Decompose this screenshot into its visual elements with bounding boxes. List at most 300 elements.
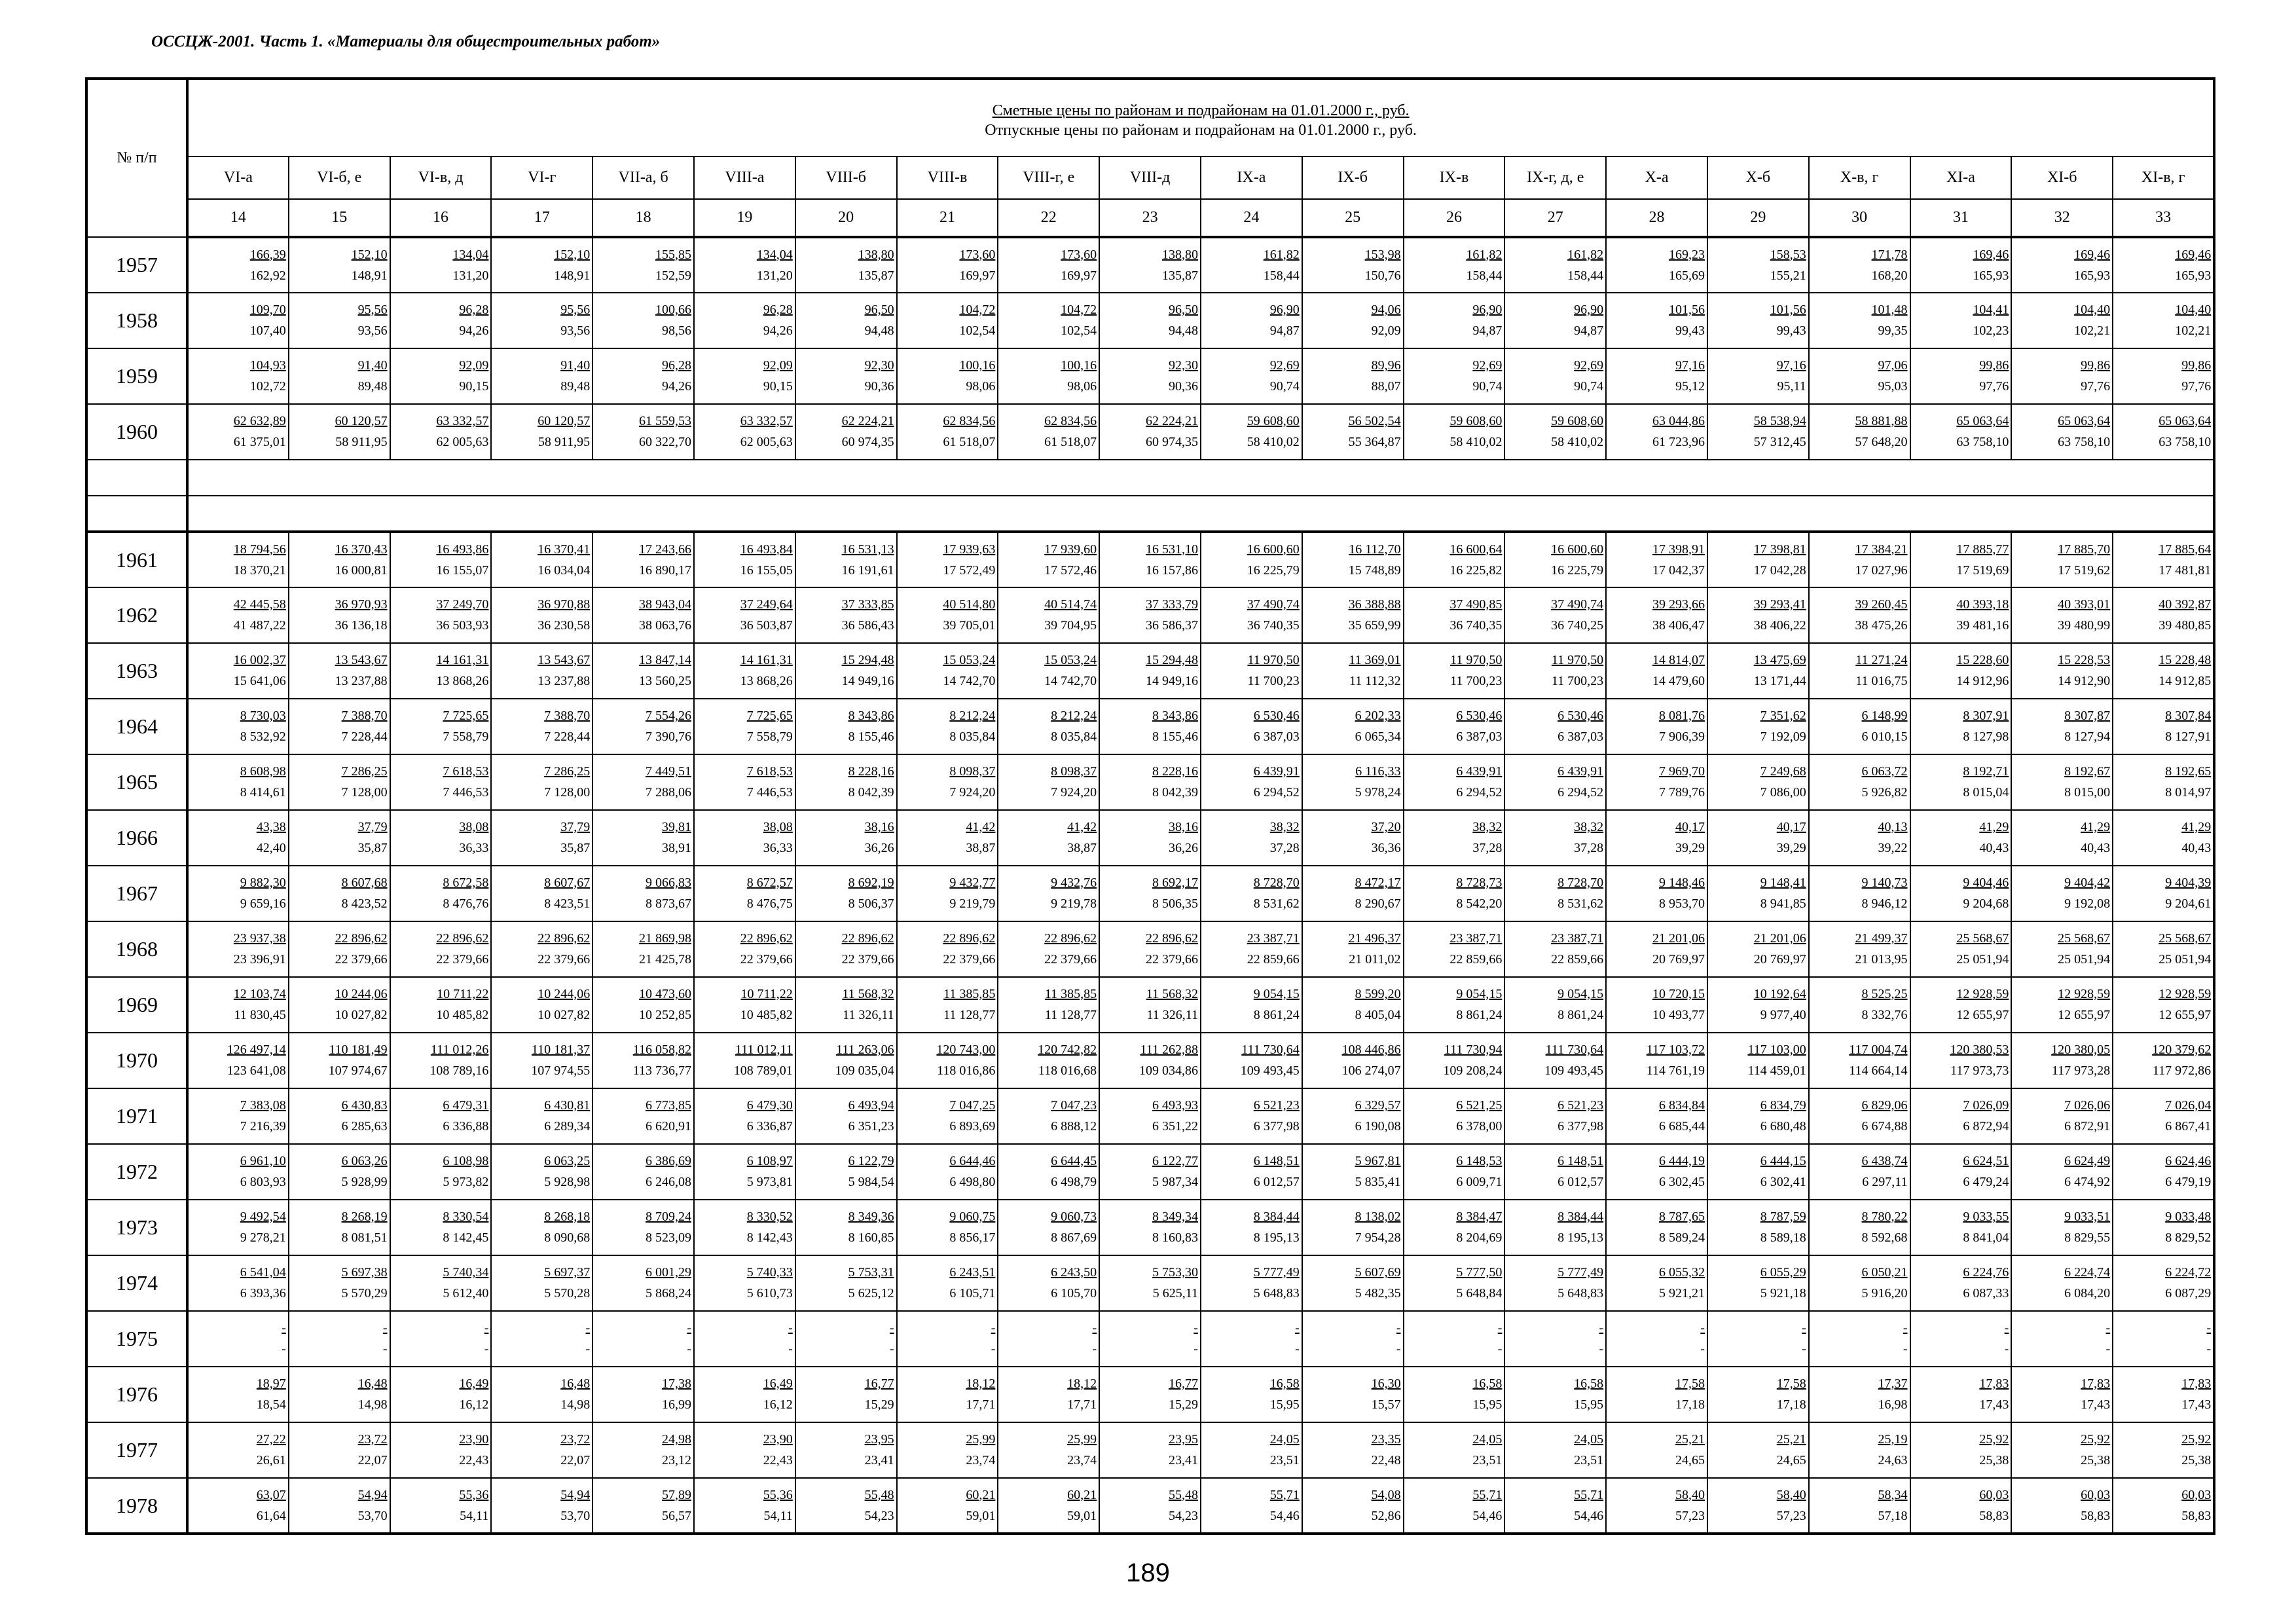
price-cell [1809,1144,1910,1200]
price-cell [1809,532,1910,587]
column-number: 14 [187,199,289,237]
release-price: 14 742,70 [1044,674,1097,688]
release-price: 148,91 [351,268,388,283]
estimate-price: 39,81 [661,820,691,834]
row-number: 1959 [86,348,187,404]
price-cell [1302,532,1404,587]
estimate-price: 8 212,24 [949,709,996,723]
release-price: 56,57 [661,1508,691,1523]
price-cell [1404,699,1505,754]
price-cell [1504,237,1606,293]
estimate-price: 22 896,62 [841,931,894,946]
release-price: 8 015,04 [1963,785,2009,800]
row-number: 1971 [86,1088,187,1144]
estimate-price: 16,58 [1574,1376,1604,1391]
estimate-price: 6 439,91 [1253,764,1300,779]
price-cell [897,1478,998,1534]
estimate-price: 9 404,46 [1963,876,2009,890]
price-cell [795,1367,897,1422]
price-table [85,77,2215,1535]
price-cell [1809,754,1910,810]
release-price: 123 641,08 [227,1063,286,1078]
price-cell [1606,977,1707,1033]
estimate-price: 38,16 [864,820,894,834]
price-cell [2113,348,2214,404]
estimate-price: 58,34 [1878,1487,1908,1502]
estimate-price: 54,94 [560,1487,591,1502]
release-price: 8 290,67 [1355,896,1401,911]
estimate-price: 5 697,37 [544,1265,591,1280]
release-price: 11 700,23 [1247,674,1300,688]
estimate-price: 21 499,37 [1855,931,1908,946]
column-header: X-а [1606,157,1707,199]
estimate-price: 11 568,32 [842,987,894,1001]
release-price: 62 005,63 [436,435,489,449]
release-price: 8 861,24 [1253,1008,1300,1022]
price-cell [897,532,998,587]
estimate-price: 60,21 [1067,1487,1097,1502]
estimate-price: 8 192,65 [2165,764,2212,779]
price-cell [998,404,1099,460]
release-price: 40,43 [2081,841,2111,855]
release-price: 26,61 [256,1453,286,1467]
estimate-price: 92,30 [1168,358,1198,373]
estimate-price: 6 430,81 [544,1098,591,1113]
release-price: 94,87 [1269,323,1300,338]
estimate-price: - [1497,1321,1503,1335]
estimate-price: 16 002,37 [233,653,286,667]
price-cell [187,587,289,643]
price-cell [2011,1033,2113,1088]
estimate-price: 15 228,48 [2159,653,2212,667]
price-cell [1404,921,1505,977]
release-price: 5 984,54 [848,1175,894,1189]
estimate-price: 38,32 [1269,820,1300,834]
estimate-price: 38,08 [763,820,793,834]
price-cell [1707,1367,1809,1422]
estimate-price: 16 600,60 [1551,542,1604,557]
release-price: 6 190,08 [1355,1119,1401,1134]
release-price: 13 171,44 [1753,674,1806,688]
price-cell [187,532,289,587]
estimate-price: 23 387,71 [1551,931,1604,946]
release-price: 5 928,99 [341,1175,388,1189]
release-price: - [1497,1342,1503,1356]
price-cell [1606,532,1707,587]
release-price: 16 034,04 [538,563,591,578]
release-price: 6 620,91 [645,1119,691,1134]
estimate-price: 6 148,99 [1861,709,1908,723]
release-price: 8 155,46 [848,729,894,744]
release-price: 98,06 [1067,379,1097,394]
release-price: 6 498,79 [1051,1175,1097,1189]
estimate-price: 8 607,68 [341,876,388,890]
price-cell [1504,587,1606,643]
price-cell [1504,1311,1606,1367]
price-cell [998,1367,1099,1422]
estimate-price: 62 632,89 [233,414,286,428]
price-cell [187,754,289,810]
release-price: 158,44 [1466,268,1503,283]
price-cell [491,866,592,921]
estimate-price: 16 531,10 [1145,542,1198,557]
estimate-price: - [2105,1321,2111,1335]
estimate-price: 6 108,97 [746,1154,793,1168]
price-cell [1404,237,1505,293]
price-cell [1910,1478,2012,1534]
estimate-price: - [1396,1321,1401,1335]
release-price: 6 105,70 [1051,1286,1097,1301]
column-number: 28 [1606,199,1707,237]
price-cell [795,237,897,293]
release-price: 22 379,66 [436,952,489,967]
release-price: 57,23 [1776,1508,1806,1523]
release-price: 8 405,04 [1355,1008,1401,1022]
row-number: 1958 [86,293,187,348]
release-price: 8 873,67 [645,896,691,911]
release-price: 135,87 [1161,268,1198,283]
release-price: 15,95 [1472,1397,1503,1412]
estimate-price: 8 081,76 [1658,709,1705,723]
release-price: 16 225,79 [1551,563,1604,578]
estimate-price: 40 393,18 [1956,597,2009,612]
estimate-price: 6 050,21 [1861,1265,1908,1280]
release-price: 8 204,69 [1456,1230,1503,1245]
column-number: 27 [1504,199,1606,237]
estimate-price: 7 969,70 [1658,764,1705,779]
column-header: XI-б [2011,157,2113,199]
estimate-price: 14 161,31 [740,653,793,667]
release-price: 6 294,52 [1253,785,1300,800]
estimate-price: 5 753,31 [848,1265,894,1280]
price-cell [694,293,795,348]
release-price: 58,83 [1979,1508,2009,1523]
release-price: 5 916,20 [1861,1286,1908,1301]
estimate-price: 6 493,93 [1152,1098,1198,1113]
estimate-price: - [585,1321,591,1335]
price-cell [390,1255,492,1311]
price-cell [795,754,897,810]
release-price: 8 042,39 [848,785,894,800]
price-cell [491,810,592,866]
price-cell [1707,866,1809,921]
estimate-price: 152,10 [554,247,591,262]
row-number: 1957 [86,237,187,293]
release-price: 17 519,62 [2058,563,2111,578]
estimate-price: 161,82 [1567,247,1604,262]
release-price: 22 379,66 [740,952,793,967]
estimate-price: 6 541,04 [240,1265,286,1280]
price-cell [1809,810,1910,866]
estimate-price: 8 212,24 [1051,709,1097,723]
estimate-price: - [2206,1321,2212,1335]
price-cell [2113,1033,2214,1088]
release-price: 16,12 [459,1397,489,1412]
release-price: 22,43 [459,1453,489,1467]
release-price: 23,51 [1472,1453,1503,1467]
price-cell [1302,237,1404,293]
release-price: 5 926,82 [1861,785,1908,800]
estimate-price: 10 244,06 [335,987,388,1001]
release-price: 13 868,26 [436,674,489,688]
price-cell [694,1088,795,1144]
price-cell [795,1144,897,1200]
price-cell [187,699,289,754]
release-price: 36 136,18 [335,618,388,633]
price-cell [795,1311,897,1367]
estimate-price: 111 262,88 [1140,1043,1198,1057]
price-cell [1504,1200,1606,1255]
price-cell [1809,1367,1910,1422]
price-cell [2011,754,2113,810]
estimate-price: 9 404,39 [2165,876,2212,890]
price-cell [795,643,897,699]
estimate-price: 7 351,62 [1760,709,1806,723]
release-price: 23,41 [864,1453,894,1467]
release-price: 59,01 [1067,1508,1097,1523]
estimate-price: 43,38 [256,820,286,834]
row-number: 1963 [86,643,187,699]
estimate-price: 39 293,41 [1753,597,1806,612]
price-cell [1606,1144,1707,1200]
release-price: 22 379,66 [335,952,388,967]
estimate-price: - [1599,1321,1604,1335]
release-price: 7 192,09 [1760,729,1806,744]
estimate-price: 6 530,46 [1456,709,1503,723]
release-price: 38 406,47 [1652,618,1705,633]
price-cell [795,293,897,348]
release-price: 35,87 [357,841,388,855]
price-cell [1302,754,1404,810]
release-price: 6 294,52 [1558,785,1604,800]
estimate-price: 6 479,30 [746,1098,793,1113]
estimate-price: 39 293,66 [1652,597,1705,612]
release-price: 6 351,23 [848,1119,894,1134]
price-cell [2113,1255,2214,1311]
release-price: 102,21 [2175,323,2212,338]
price-cell [694,699,795,754]
release-price: - [1295,1342,1300,1356]
release-price: 36 740,25 [1551,618,1604,633]
release-price: 22 859,66 [1551,952,1604,967]
estimate-price: 7 618,53 [746,764,793,779]
estimate-price: 7 725,65 [443,709,489,723]
release-price: - [484,1342,489,1356]
release-price: 7 128,00 [544,785,591,800]
estimate-price: 110 181,37 [531,1043,591,1057]
release-price: 107,40 [249,323,286,338]
price-cell [1809,1200,1910,1255]
price-cell [1809,348,1910,404]
price-cell [2011,643,2113,699]
price-cell [289,1422,390,1478]
release-price: 25,38 [1979,1453,2009,1467]
estimate-price: 6 530,46 [1558,709,1604,723]
release-price: 11 016,75 [1855,674,1908,688]
price-cell [795,866,897,921]
estimate-price: 104,93 [249,358,286,373]
estimate-price: 104,40 [2074,303,2111,317]
estimate-price: 8 730,03 [240,709,286,723]
price-cell [795,1478,897,1534]
release-price: 95,12 [1675,379,1705,394]
estimate-price: 9 140,73 [1861,876,1908,890]
release-price: 92,09 [1371,323,1401,338]
estimate-price: 99,86 [1979,358,2009,373]
estimate-price: 17 939,60 [1044,542,1097,557]
estimate-price: 18,12 [1067,1376,1097,1391]
estimate-price: 8 307,87 [2064,709,2111,723]
price-cell [795,532,897,587]
estimate-price: 16,77 [1168,1376,1198,1391]
release-price: 113 736,77 [632,1063,691,1078]
release-price: 8 592,68 [1861,1230,1908,1245]
price-cell [2011,1255,2113,1311]
price-cell [390,1088,492,1144]
estimate-price: 60,03 [2181,1487,2212,1502]
price-cell [289,1255,390,1311]
estimate-price: 17 243,66 [638,542,691,557]
release-price: 22,48 [1371,1453,1401,1467]
release-price: 10 485,82 [740,1008,793,1022]
price-cell [2113,237,2214,293]
estimate-price: 7 026,09 [1963,1098,2009,1113]
price-cell [2113,1367,2214,1422]
price-cell [592,1367,694,1422]
release-price: 8 414,61 [240,785,286,800]
release-price: - [687,1342,691,1356]
column-number: 20 [795,199,897,237]
release-price: 108 789,01 [733,1063,793,1078]
estimate-price: 25,92 [1979,1432,2009,1447]
price-cell [592,1255,694,1311]
estimate-price: 60 120,57 [538,414,591,428]
price-cell [1302,1200,1404,1255]
price-cell [1707,810,1809,866]
column-header: X-в, г [1809,157,1910,199]
row-number: 1972 [86,1144,187,1200]
column-number: 25 [1302,199,1404,237]
price-cell [1606,699,1707,754]
estimate-price: 23,90 [459,1432,489,1447]
price-cell [289,810,390,866]
release-price: 8 127,91 [2165,729,2212,744]
release-price: 5 625,11 [1152,1286,1198,1301]
estimate-price: 59 608,60 [1551,414,1604,428]
estimate-price: 36 970,88 [538,597,591,612]
estimate-price: 92,69 [1269,358,1300,373]
row-number: 1967 [86,866,187,921]
estimate-price: 25,99 [966,1432,996,1447]
column-header: VIII-д [1099,157,1201,199]
price-cell [998,1255,1099,1311]
price-cell [491,532,592,587]
price-cell [1504,404,1606,460]
estimate-price: - [1903,1321,1908,1335]
release-price: 97,76 [1979,379,2009,394]
price-cell [1606,237,1707,293]
estimate-price: - [382,1321,388,1335]
estimate-price: 23,35 [1371,1432,1401,1447]
column-header: VI-г [491,157,592,199]
price-cell [1404,643,1505,699]
estimate-price: 6 624,51 [1963,1154,2009,1168]
release-price: 39 480,99 [2058,618,2111,633]
release-price: 16 000,81 [335,563,388,578]
estimate-price: 6 829,06 [1861,1098,1908,1113]
estimate-price: 13 847,14 [638,653,691,667]
price-cell [1707,237,1809,293]
estimate-price: 6 243,51 [949,1265,996,1280]
price-cell [592,1478,694,1534]
release-price: 8 542,20 [1456,896,1503,911]
estimate-price: - [889,1321,894,1335]
release-price: 40,43 [2181,841,2212,855]
estimate-price: 16,49 [763,1376,793,1391]
price-cell [897,348,998,404]
price-cell [2011,921,2113,977]
price-cell [1606,1422,1707,1478]
release-price: - [1194,1342,1198,1356]
title-line-estimate: Сметные цены по районам и подрайонам на 01.01.2000 г., руб. [992,102,1410,119]
estimate-price: 6 224,72 [2165,1265,2212,1280]
release-price: 14 912,85 [2159,674,2212,688]
release-price: 61 375,01 [233,435,286,449]
price-cell [2113,699,2214,754]
estimate-price: 14 814,07 [1652,653,1705,667]
release-price: 17,71 [966,1397,996,1412]
price-cell [1707,587,1809,643]
price-cell [998,810,1099,866]
release-price: 21 011,02 [1349,952,1401,967]
release-price: 60 974,35 [1145,435,1198,449]
estimate-price: 16,58 [1472,1376,1503,1391]
estimate-price: 6 329,57 [1355,1098,1401,1113]
estimate-price: 25 568,67 [1956,931,2009,946]
estimate-price: 61 559,53 [638,414,691,428]
price-cell [1910,1255,2012,1311]
release-price: 8 867,69 [1051,1230,1097,1245]
estimate-price: 16,58 [1269,1376,1300,1391]
release-price: 7 789,76 [1658,785,1705,800]
release-price: 17 042,28 [1753,563,1806,578]
price-cell [2011,1200,2113,1255]
estimate-price: 8 672,58 [443,876,489,890]
price-cell [592,348,694,404]
estimate-price: 37,20 [1371,820,1401,834]
price-cell [390,810,492,866]
release-price: 6 294,52 [1456,785,1503,800]
price-cell [1910,1033,2012,1088]
price-cell [390,404,492,460]
estimate-price: 41,42 [1067,820,1097,834]
estimate-price: 55,71 [1472,1487,1503,1502]
release-price: 16 225,79 [1247,563,1300,578]
estimate-price: 55,71 [1269,1487,1300,1502]
release-price: 17 481,81 [2159,563,2212,578]
price-cell [1504,348,1606,404]
price-cell [694,921,795,977]
price-cell [1910,1088,2012,1144]
estimate-price: 40 514,80 [943,597,996,612]
price-cell [592,1088,694,1144]
release-price: 94,87 [1574,323,1604,338]
release-price: 106 274,07 [1341,1063,1401,1078]
price-cell [1707,977,1809,1033]
estimate-price: 117 103,00 [1747,1043,1806,1057]
release-price: 6 351,22 [1152,1119,1198,1134]
release-price: 52,86 [1371,1508,1401,1523]
